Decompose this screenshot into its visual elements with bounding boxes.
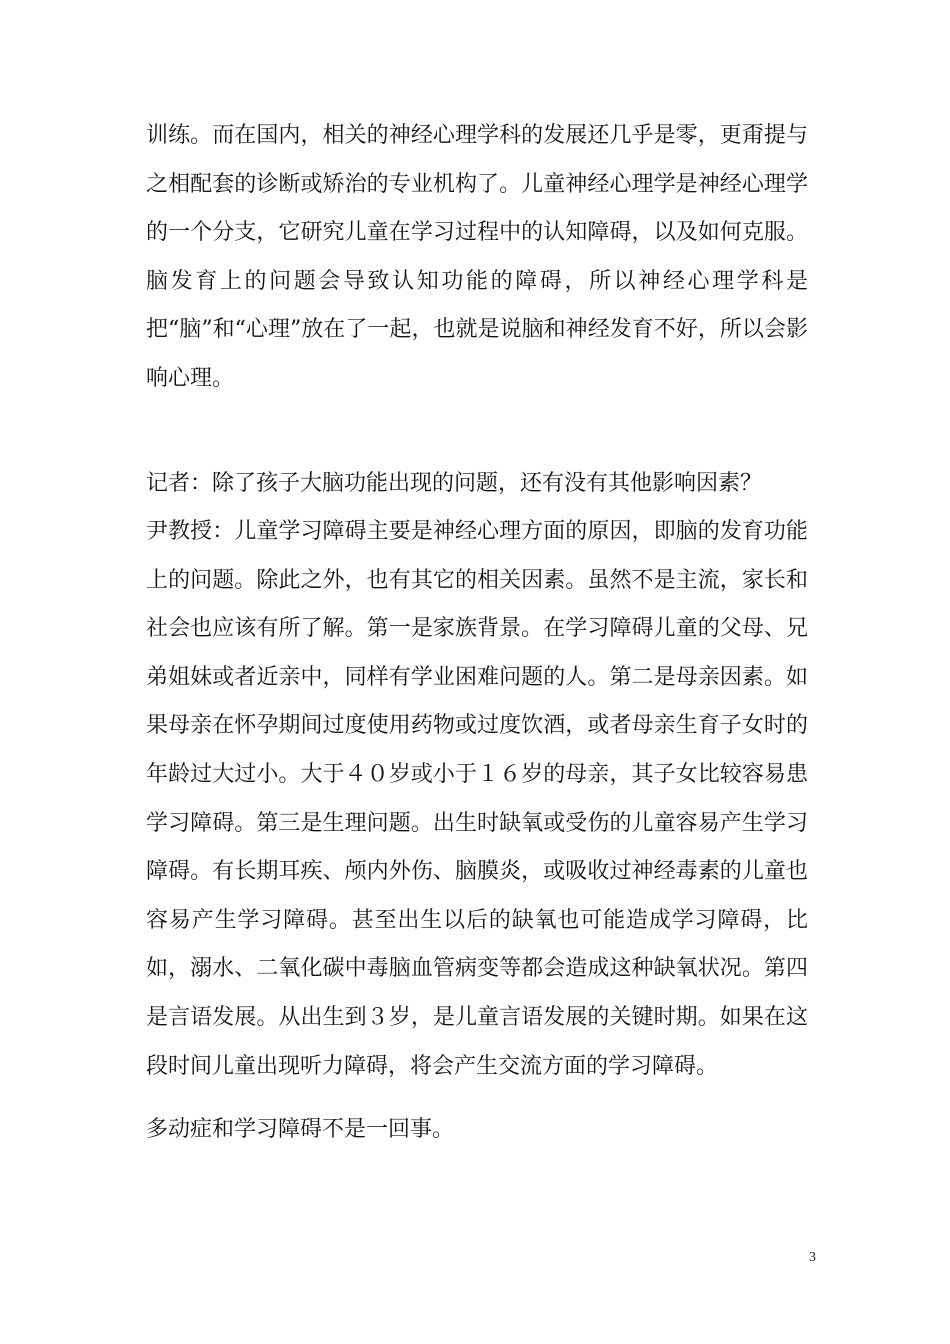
paragraph-adhd-heading: 多动症和学习障碍不是一回事。 [146,1117,455,1142]
paragraph-professor-answer: 尹教授：儿童学习障碍主要是神经心理方面的原因，即脑的发育功能上的问题。除此之外，也有其它的相关因素。虽然不是主流，家长和社会也应该有所了解。第一是家族背景。在学习障碍儿童的父母、兄弟姐妹或者近亲中，同样有学业困难问题的人。第二是母亲因素。如果母亲在怀孕期间过度使用药物或过度饮酒，或者母亲生育子女时的年龄过大过小。大于４０岁或小于１６岁的母亲，其子女比较容易患学习障碍。第三是生理问题。出生时缺氧或受伤的儿童容易产生学习障碍。有长期耳疾、颅内外伤、脑膜炎，或吸收过神经毒素的儿童也容易产生学习障碍。甚至出生以后的缺氧也可能造成学习障碍，比如，溺水、二氧化碳中毒脑血管病变等都会造成这种缺氧状况。第四是言语发展。从出生到３岁，是儿童言语发展的关键时期。如果在这段时间儿童出现听力障碍，将会产生交流方面的学习障碍。 [146,519,808,1079]
paragraph-neuropsychology: 训练。而在国内，相关的神经心理学科的发展还几乎是零，更甭提与之相配套的诊断或矫治的专业机构了。儿童神经心理学是神经心理学的一个分支，它研究儿童在学习过程中的认知障碍，以及如何克服。脑发育上的问题会导致认知功能的障碍，所以神经心理学科是把“脑”和“心理”放在了一起，也就是说脑和神经发育不好，所以会影响心理。 [146,123,808,391]
page-number: 3 [809,1250,816,1265]
paragraph-reporter-question: 记者：除了孩子大脑功能出现的问题，还有没有其他影响因素？ [146,471,763,496]
